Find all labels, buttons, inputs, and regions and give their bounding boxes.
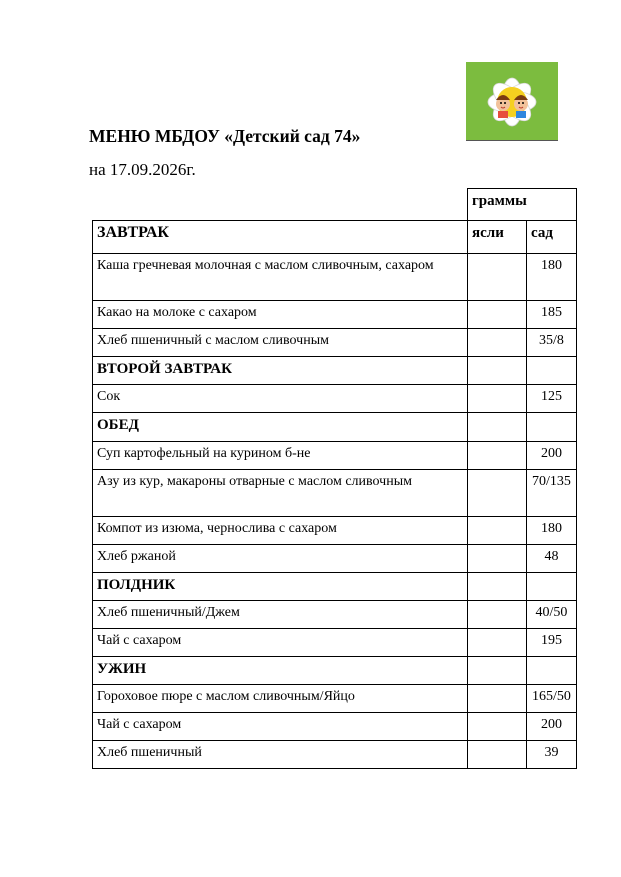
kindergarten-grams [527, 413, 577, 442]
nursery-grams [468, 442, 527, 470]
dish-name: Хлеб пшеничный/Джем [93, 601, 468, 629]
kindergarten-grams: 40/50 [527, 601, 577, 629]
nursery-grams [468, 685, 527, 713]
kindergarten-grams: 195 [527, 629, 577, 657]
kindergarten-grams: 185 [527, 301, 577, 329]
nursery-grams [468, 629, 527, 657]
section-row [93, 357, 577, 385]
nursery-grams [468, 545, 527, 573]
dish-name: Хлеб пшеничный [93, 741, 468, 769]
kindergarten-grams: 70/135 [527, 470, 577, 517]
nursery-grams [468, 573, 527, 601]
section-title: ОБЕД [93, 413, 468, 442]
kindergarten-grams: 48 [527, 545, 577, 573]
dish-row [93, 685, 577, 713]
nursery-grams [468, 254, 527, 301]
dish-name: Какао на молоке с сахаром [93, 301, 468, 329]
section-row [93, 657, 577, 685]
dish-row [93, 601, 577, 629]
dish-name: Хлеб пшеничный с маслом сливочным [93, 329, 468, 357]
dish-row [93, 385, 577, 413]
kindergarten-logo [466, 62, 558, 140]
kindergarten-grams: 165/50 [527, 685, 577, 713]
kindergarten-grams [527, 657, 577, 685]
menu-table [92, 188, 577, 769]
menu-date: на 17.09.2026г. [89, 160, 196, 179]
nursery-grams [468, 517, 527, 545]
nursery-grams [468, 470, 527, 517]
kindergarten-grams [527, 357, 577, 385]
kindergarten-grams [527, 573, 577, 601]
nursery-grams [468, 657, 527, 685]
dish-row [93, 442, 577, 470]
nursery-grams [468, 329, 527, 357]
dish-name: Каша гречневая молочная с маслом сливочным, сахаром [93, 254, 468, 301]
section-title: ПОЛДНИК [93, 573, 468, 601]
nursery-grams [468, 301, 527, 329]
kindergarten-grams: 35/8 [527, 329, 577, 357]
nursery-grams [468, 713, 527, 741]
meal-header-row [93, 221, 577, 254]
kindergarten-grams: 200 [527, 713, 577, 741]
kindergarten-grams: 39 [527, 741, 577, 769]
dish-name: Азу из кур, макароны отварные с маслом сливочным [93, 470, 468, 517]
section-row [93, 413, 577, 442]
dish-row [93, 629, 577, 657]
dish-name: Компот из изюма, чернослива с сахаром [93, 517, 468, 545]
dish-name: Сок [93, 385, 468, 413]
kindergarten-grams: 180 [527, 254, 577, 301]
flower-logo-image [466, 62, 558, 140]
dish-row [93, 470, 577, 517]
dish-row [93, 301, 577, 329]
nursery-grams [468, 413, 527, 442]
dish-name: Гороховое пюре с маслом сливочным/Яйцо [93, 685, 468, 713]
grams-header-row [93, 189, 577, 221]
dish-name: Чай с сахаром [93, 713, 468, 741]
grams-header: граммы [468, 189, 577, 221]
dish-row [93, 517, 577, 545]
section-title: ВТОРОЙ ЗАВТРАК [93, 357, 468, 385]
kindergarten-column-header: сад [527, 221, 577, 254]
logo-underline [466, 140, 558, 141]
kindergarten-grams: 125 [527, 385, 577, 413]
dish-name: Суп картофельный на курином б-не [93, 442, 468, 470]
nursery-grams [468, 385, 527, 413]
dish-name: Хлеб ржаной [93, 545, 468, 573]
section-row [93, 573, 577, 601]
nursery-grams [468, 357, 527, 385]
nursery-grams [468, 741, 527, 769]
nursery-column-header: ясли [468, 221, 527, 254]
header-spacer [93, 189, 468, 221]
dish-row [93, 545, 577, 573]
kindergarten-grams: 200 [527, 442, 577, 470]
dish-row [93, 254, 577, 301]
dish-row [93, 741, 577, 769]
breakfast-header: ЗАВТРАК [93, 221, 468, 254]
nursery-grams [468, 601, 527, 629]
dish-row [93, 329, 577, 357]
kindergarten-grams: 180 [527, 517, 577, 545]
page-title: МЕНЮ МБДОУ «Детский сад 74» [89, 126, 361, 146]
section-title: УЖИН [93, 657, 468, 685]
dish-name: Чай с сахаром [93, 629, 468, 657]
dish-row [93, 713, 577, 741]
